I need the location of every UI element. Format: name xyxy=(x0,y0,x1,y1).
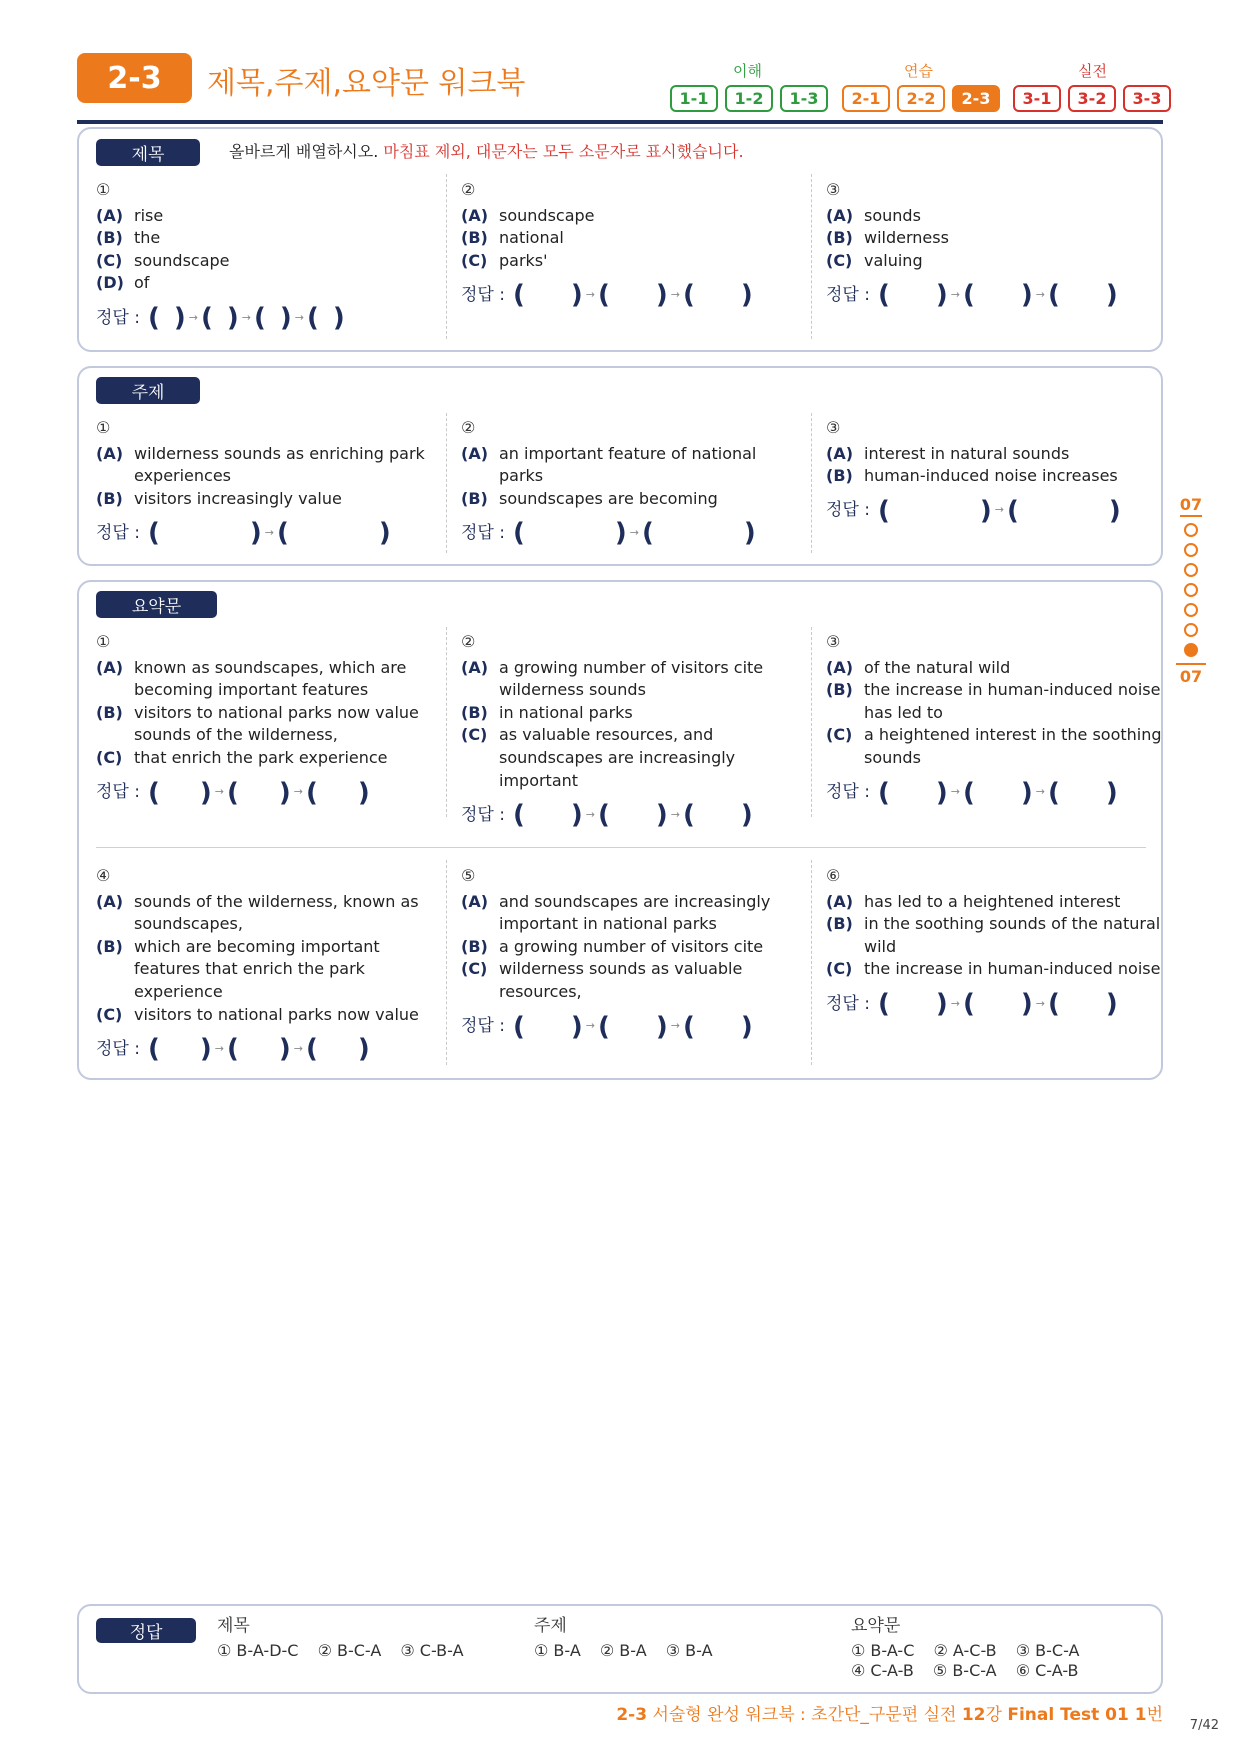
answer-blank[interactable]: 정답 : ( ) → ( ) xyxy=(826,495,1121,526)
topic-item-2 xyxy=(461,417,801,549)
item-number: ③ xyxy=(826,180,841,199)
answer-key-badge: 정답 xyxy=(96,1618,196,1643)
item-number: ② xyxy=(461,418,476,437)
option-b: (B) in the soothing sounds of the natural wild xyxy=(826,914,1161,956)
answer-blank[interactable]: 정답 : ( ) → ( ) → ( ) xyxy=(826,988,1118,1019)
progress-dot xyxy=(1184,623,1198,637)
option-a: (A) and soundscapes are increasingly important in national parks xyxy=(461,891,771,934)
option-a: (A) sounds of the wilderness, known as soundscapes, xyxy=(96,891,419,934)
page-title: 제목,주제,요약문 워크북 xyxy=(207,66,526,101)
level-tab-2-3-active[interactable]: 2-3 xyxy=(952,85,1000,112)
topic-item-1 xyxy=(96,417,436,549)
level-tab-3-3[interactable]: 3-3 xyxy=(1123,85,1171,112)
item-number: ③ xyxy=(826,418,841,437)
answer-label: 정답 : xyxy=(461,285,505,306)
instruction-main: 올바르게 배열하시오. xyxy=(229,142,379,161)
progress-dot xyxy=(1184,563,1198,577)
item-number: ① xyxy=(96,180,111,199)
answer-blank[interactable]: 정답 : ( ) → ( ) → ( ) → ( ) xyxy=(96,302,345,333)
option-b: (B) soundscapes are becoming xyxy=(461,488,718,508)
level-tab-1-2[interactable]: 1-2 xyxy=(725,85,773,112)
column-divider xyxy=(811,174,812,339)
summary-section xyxy=(77,580,1163,1080)
summary-item-2 xyxy=(461,631,801,831)
answer-label: 정답 : xyxy=(96,307,140,328)
option-a: (A) a growing number of visitors cite wilderness sounds xyxy=(461,657,764,700)
answer-key-value: ① B-A xyxy=(534,1641,581,1660)
option-b: (B) visitors to national parks now value sounds of the wilderness, xyxy=(96,702,419,745)
option-c: (C) a heightened interest in the soothing sounds xyxy=(826,725,1162,767)
answer-label: 정답 : xyxy=(96,523,140,544)
answer-key-summary xyxy=(851,1616,1093,1681)
title-instruction xyxy=(229,139,744,162)
answer-key-value: ② A-C-B xyxy=(933,1641,997,1660)
column-divider xyxy=(446,627,447,817)
item-number: ① xyxy=(96,632,111,651)
level-label-real: 실전 xyxy=(1078,62,1107,80)
option-b: (B) the xyxy=(96,228,161,248)
answer-key-summary-label: 요약문 xyxy=(851,1616,901,1636)
header-rule xyxy=(77,120,1163,124)
title-section-badge: 제목 xyxy=(96,139,200,166)
footer-caption xyxy=(616,1700,1163,1725)
item-number: ⑥ xyxy=(826,866,841,885)
item-number: ② xyxy=(461,632,476,651)
title-item-3 xyxy=(826,179,1166,311)
answer-key-value: ③ B-C-A xyxy=(1015,1641,1080,1660)
section-number-badge: 2-3 xyxy=(77,53,192,103)
answer-blank[interactable]: 정답 : ( ) → ( ) → ( ) xyxy=(461,1011,753,1042)
answer-key-topic-label: 주제 xyxy=(534,1616,567,1636)
option-c: (C) as valuable resources, and soundscapes are increasingly important xyxy=(461,725,736,790)
answer-label: 정답 : xyxy=(461,523,505,544)
footer-suffix: 번 xyxy=(1146,1705,1163,1725)
answer-key-box xyxy=(77,1604,1163,1694)
title-section xyxy=(77,127,1163,352)
answer-key-value: ⑤ B-C-A xyxy=(932,1661,997,1680)
answer-key-value: ① B-A-C xyxy=(851,1641,915,1660)
option-a: (A) rise xyxy=(96,205,164,225)
footer-text: 서술형 완성 워크북 : 초간단_구문편 실전 xyxy=(652,1705,957,1725)
option-c: (C) the increase in human-induced noise xyxy=(826,959,1161,979)
side-page-bottom: 07 xyxy=(1176,663,1206,686)
answer-key-value: ⑥ C-A-B xyxy=(1015,1661,1079,1680)
answer-key-value: ③ B-A xyxy=(665,1641,713,1660)
option-b: (B) in national parks xyxy=(461,702,633,722)
level-tab-3-2[interactable]: 3-2 xyxy=(1068,85,1116,112)
level-tab-1-3[interactable]: 1-3 xyxy=(780,85,828,112)
answer-key-value: ③ C-B-A xyxy=(400,1641,464,1660)
topic-section-badge: 주제 xyxy=(96,377,200,404)
item-number: ⑤ xyxy=(461,866,476,885)
option-b: (B) wilderness xyxy=(826,228,949,248)
item-number: ② xyxy=(461,180,476,199)
option-a: (A) known as soundscapes, which are becoming important features xyxy=(96,657,407,700)
progress-dot xyxy=(1184,543,1198,557)
option-c: (C) soundscape xyxy=(96,250,230,270)
summary-item-3 xyxy=(826,631,1166,806)
answer-blank[interactable]: 정답 : ( ) → ( ) → ( ) xyxy=(826,280,1118,311)
level-tab-1-1[interactable]: 1-1 xyxy=(670,85,718,112)
column-divider xyxy=(446,413,447,553)
answer-blank[interactable]: 정답 : ( ) → ( ) → ( ) xyxy=(826,777,1118,808)
footer-text2: 강 xyxy=(985,1705,1002,1725)
answer-blank[interactable]: 정답 : ( ) → ( ) → ( ) xyxy=(461,280,753,311)
answer-label: 정답 : xyxy=(826,993,870,1014)
topic-item-3 xyxy=(826,417,1166,524)
option-b: (B) human-induced noise increases xyxy=(826,466,1118,486)
answer-key-value: ② B-A xyxy=(599,1641,647,1660)
option-c: (C) that enrich the park experience xyxy=(96,747,388,767)
side-page-indicator xyxy=(1176,495,1206,686)
option-d: (D) of xyxy=(96,273,150,293)
answer-label: 정답 : xyxy=(96,782,140,803)
option-b: (B) a growing number of visitors cite xyxy=(461,936,764,956)
footer-prefix: 2-3 xyxy=(616,1705,648,1725)
topic-section xyxy=(77,366,1163,566)
page-number: 7/42 xyxy=(1189,1718,1219,1733)
answer-key-title-label: 제목 xyxy=(217,1616,250,1636)
progress-dot xyxy=(1184,583,1198,597)
item-number: ① xyxy=(96,418,111,437)
instruction-note: 마침표 제외, 대문자는 모두 소문자로 표시했습니다. xyxy=(383,142,744,161)
answer-blank[interactable]: 정답 : ( ) → ( ) xyxy=(96,518,391,549)
answer-key-value: ④ C-A-B xyxy=(851,1661,914,1680)
column-divider xyxy=(446,174,447,339)
option-c: (C) visitors to national parks now value xyxy=(96,1004,419,1024)
progress-dot xyxy=(1184,523,1198,537)
answer-label: 정답 : xyxy=(461,804,505,825)
summary-item-4 xyxy=(96,865,436,1065)
option-c: (C) valuing xyxy=(826,250,923,270)
level-label-practice: 연습 xyxy=(904,62,933,80)
item-number: ③ xyxy=(826,632,841,651)
level-tab-2-1[interactable]: 2-1 xyxy=(842,85,890,112)
column-divider xyxy=(811,413,812,553)
answer-key-topic xyxy=(534,1616,727,1661)
answer-label: 정답 : xyxy=(826,782,870,803)
answer-key-value: ② B-C-A xyxy=(317,1641,382,1660)
answer-blank[interactable]: 정답 : ( ) → ( ) → ( ) xyxy=(461,800,753,831)
answer-key-title xyxy=(217,1616,478,1661)
option-a: (A) wilderness sounds as enriching park experiences xyxy=(96,443,425,486)
option-c: (C) parks' xyxy=(461,250,548,270)
item-number: ④ xyxy=(96,866,111,885)
answer-blank[interactable]: 정답 : ( ) → ( ) → ( ) xyxy=(96,1034,370,1065)
option-b: (B) national xyxy=(461,228,564,248)
level-label-understand: 이해 xyxy=(733,62,762,80)
level-tab-2-2[interactable]: 2-2 xyxy=(897,85,945,112)
option-a: (A) sounds xyxy=(826,205,921,225)
title-item-1 xyxy=(96,179,436,331)
option-b: (B) the increase in human-induced noise has led to xyxy=(826,680,1161,722)
option-b: (B) visitors increasingly value xyxy=(96,488,342,508)
summary-item-5 xyxy=(461,865,801,1040)
option-a: (A) has led to a heightened interest xyxy=(826,891,1121,911)
answer-label: 정답 : xyxy=(826,285,870,306)
column-divider xyxy=(811,860,812,1065)
side-page-top: 07 xyxy=(1180,495,1202,517)
answer-blank[interactable]: 정답 : ( ) → ( ) → ( ) xyxy=(96,777,370,808)
progress-dot xyxy=(1184,603,1198,617)
column-divider xyxy=(811,627,812,817)
level-tab-3-1[interactable]: 3-1 xyxy=(1013,85,1061,112)
answer-blank[interactable]: 정답 : ( ) → ( ) xyxy=(461,518,756,549)
row-divider xyxy=(96,847,1146,848)
answer-label: 정답 : xyxy=(461,1016,505,1037)
summary-item-6 xyxy=(826,865,1166,1017)
option-a: (A) an important feature of national parks xyxy=(461,443,757,486)
option-a: (A) of the natural wild xyxy=(826,657,1011,677)
option-a: (A) interest in natural sounds xyxy=(826,443,1070,463)
summary-item-1 xyxy=(96,631,436,806)
option-a: (A) soundscape xyxy=(461,205,595,225)
option-b: (B) which are becoming important features that enrich the park experience xyxy=(96,936,380,1001)
title-item-2 xyxy=(461,179,801,311)
column-divider xyxy=(446,860,447,1065)
progress-dot-active xyxy=(1184,643,1198,657)
answer-label: 정답 : xyxy=(96,1038,140,1059)
footer-test-number: Final Test 01 1 xyxy=(1007,1705,1147,1725)
footer-lesson-number: 12 xyxy=(961,1705,986,1725)
option-c: (C) wilderness sounds as valuable resources, xyxy=(461,959,743,1001)
answer-key-value: ① B-A-D-C xyxy=(217,1641,299,1660)
summary-section-badge: 요약문 xyxy=(96,591,217,618)
answer-label: 정답 : xyxy=(826,500,870,521)
